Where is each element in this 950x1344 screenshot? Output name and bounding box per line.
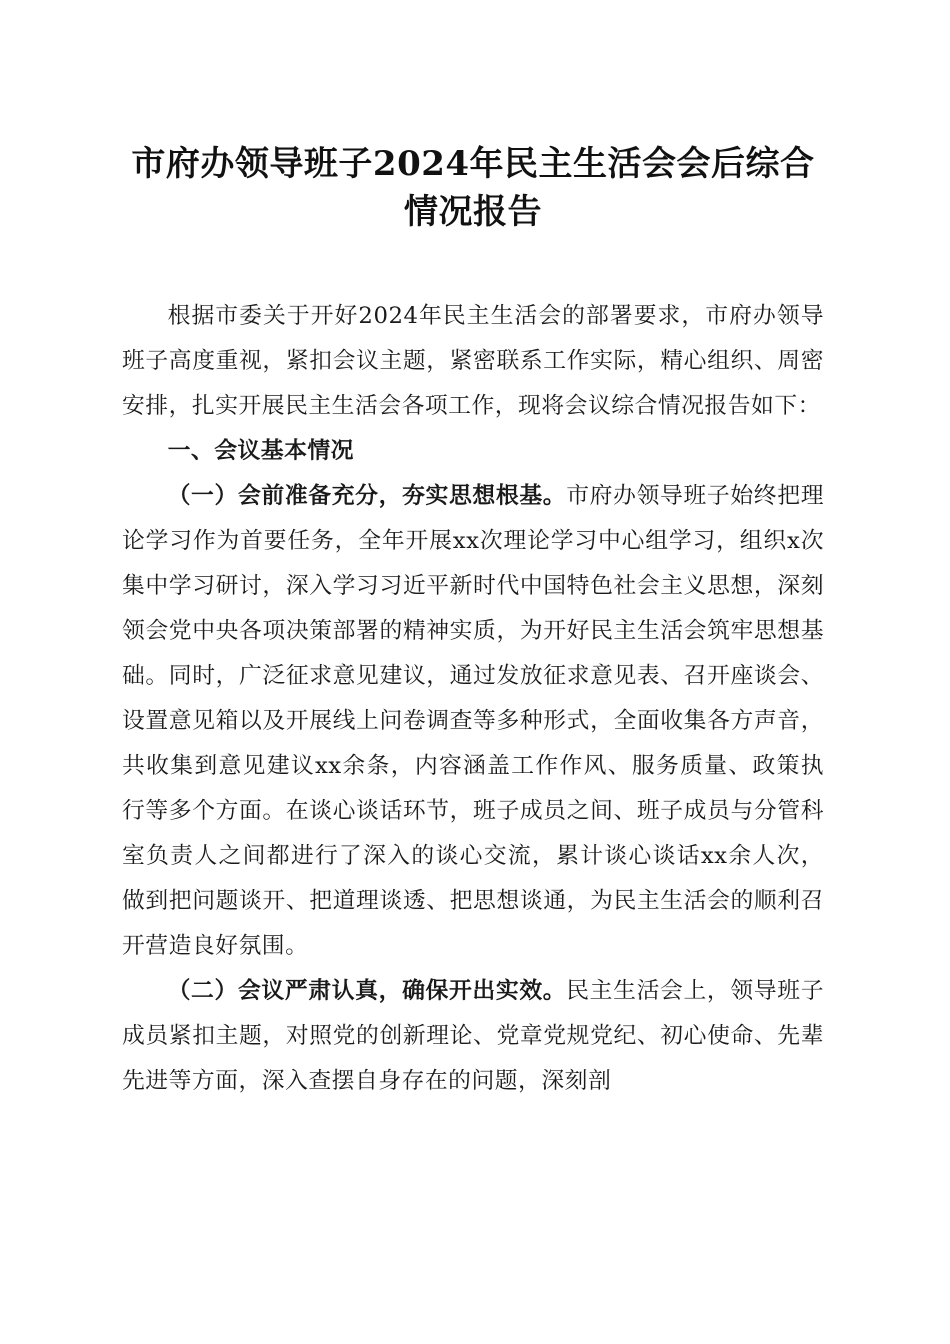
item1-text: 市府办领导班子始终把理论学习作为首要任务，全年开展xx次理论学习中心组学习，组织x次集中学习研讨，深入学习习近平新时代中国特色社会主义思想，深刻领会党中央各项决策部署的精神实质，为开好民主生活会筑牢思想基础。同时，广泛征求意见建议，通过发放征求意见表、召开座谈会、设置意见箱以及开展线上问卷调查等多种形式，全面收集各方声音，共收集到意见建议xx余条，内容涵盖工作作风、服务质量、政策执行等多个方面。在谈心谈话环节，班子成员之间、班子成员与分管科室负责人之间都进行了深入的谈心交流，累计谈心谈话xx余人次，做到把问题谈开、把道理谈透、把思想谈通，为民主生活会的顺利召开营造良好氛围。	[122, 483, 825, 959]
item2-lead: （二）会议严肃认真，确保开出实效。	[167, 978, 567, 1004]
item2-text: 民主生活会上，领导班子成员紧扣主题，对照党的创新理论、党章党规党纪、初心使命、先辈先进等方面，深入查摆自身存在的问题，深刻剖	[122, 978, 825, 1094]
section-heading-basic-info: 一、会议基本情况	[167, 438, 354, 464]
document-title-line2: 情况报告	[404, 192, 542, 232]
item2-paragraph	[122, 969, 824, 1104]
item1-paragraph	[122, 474, 824, 969]
document-title-line1: 市府办领导班子2024年民主生活会会后综合	[131, 144, 815, 184]
item1-lead: （一）会前准备充分，夯实思想根基。	[167, 483, 567, 509]
intro-paragraph: 根据市委关于开好2024年民主生活会的部署要求，市府办领导班子高度重视，紧扣会议主题，紧密联系工作实际，精心组织、周密安排，扎实开展民主生活会各项工作，现将会议综合情况报告如下：	[122, 303, 824, 419]
document-body	[122, 294, 824, 1104]
document-title	[122, 140, 824, 236]
